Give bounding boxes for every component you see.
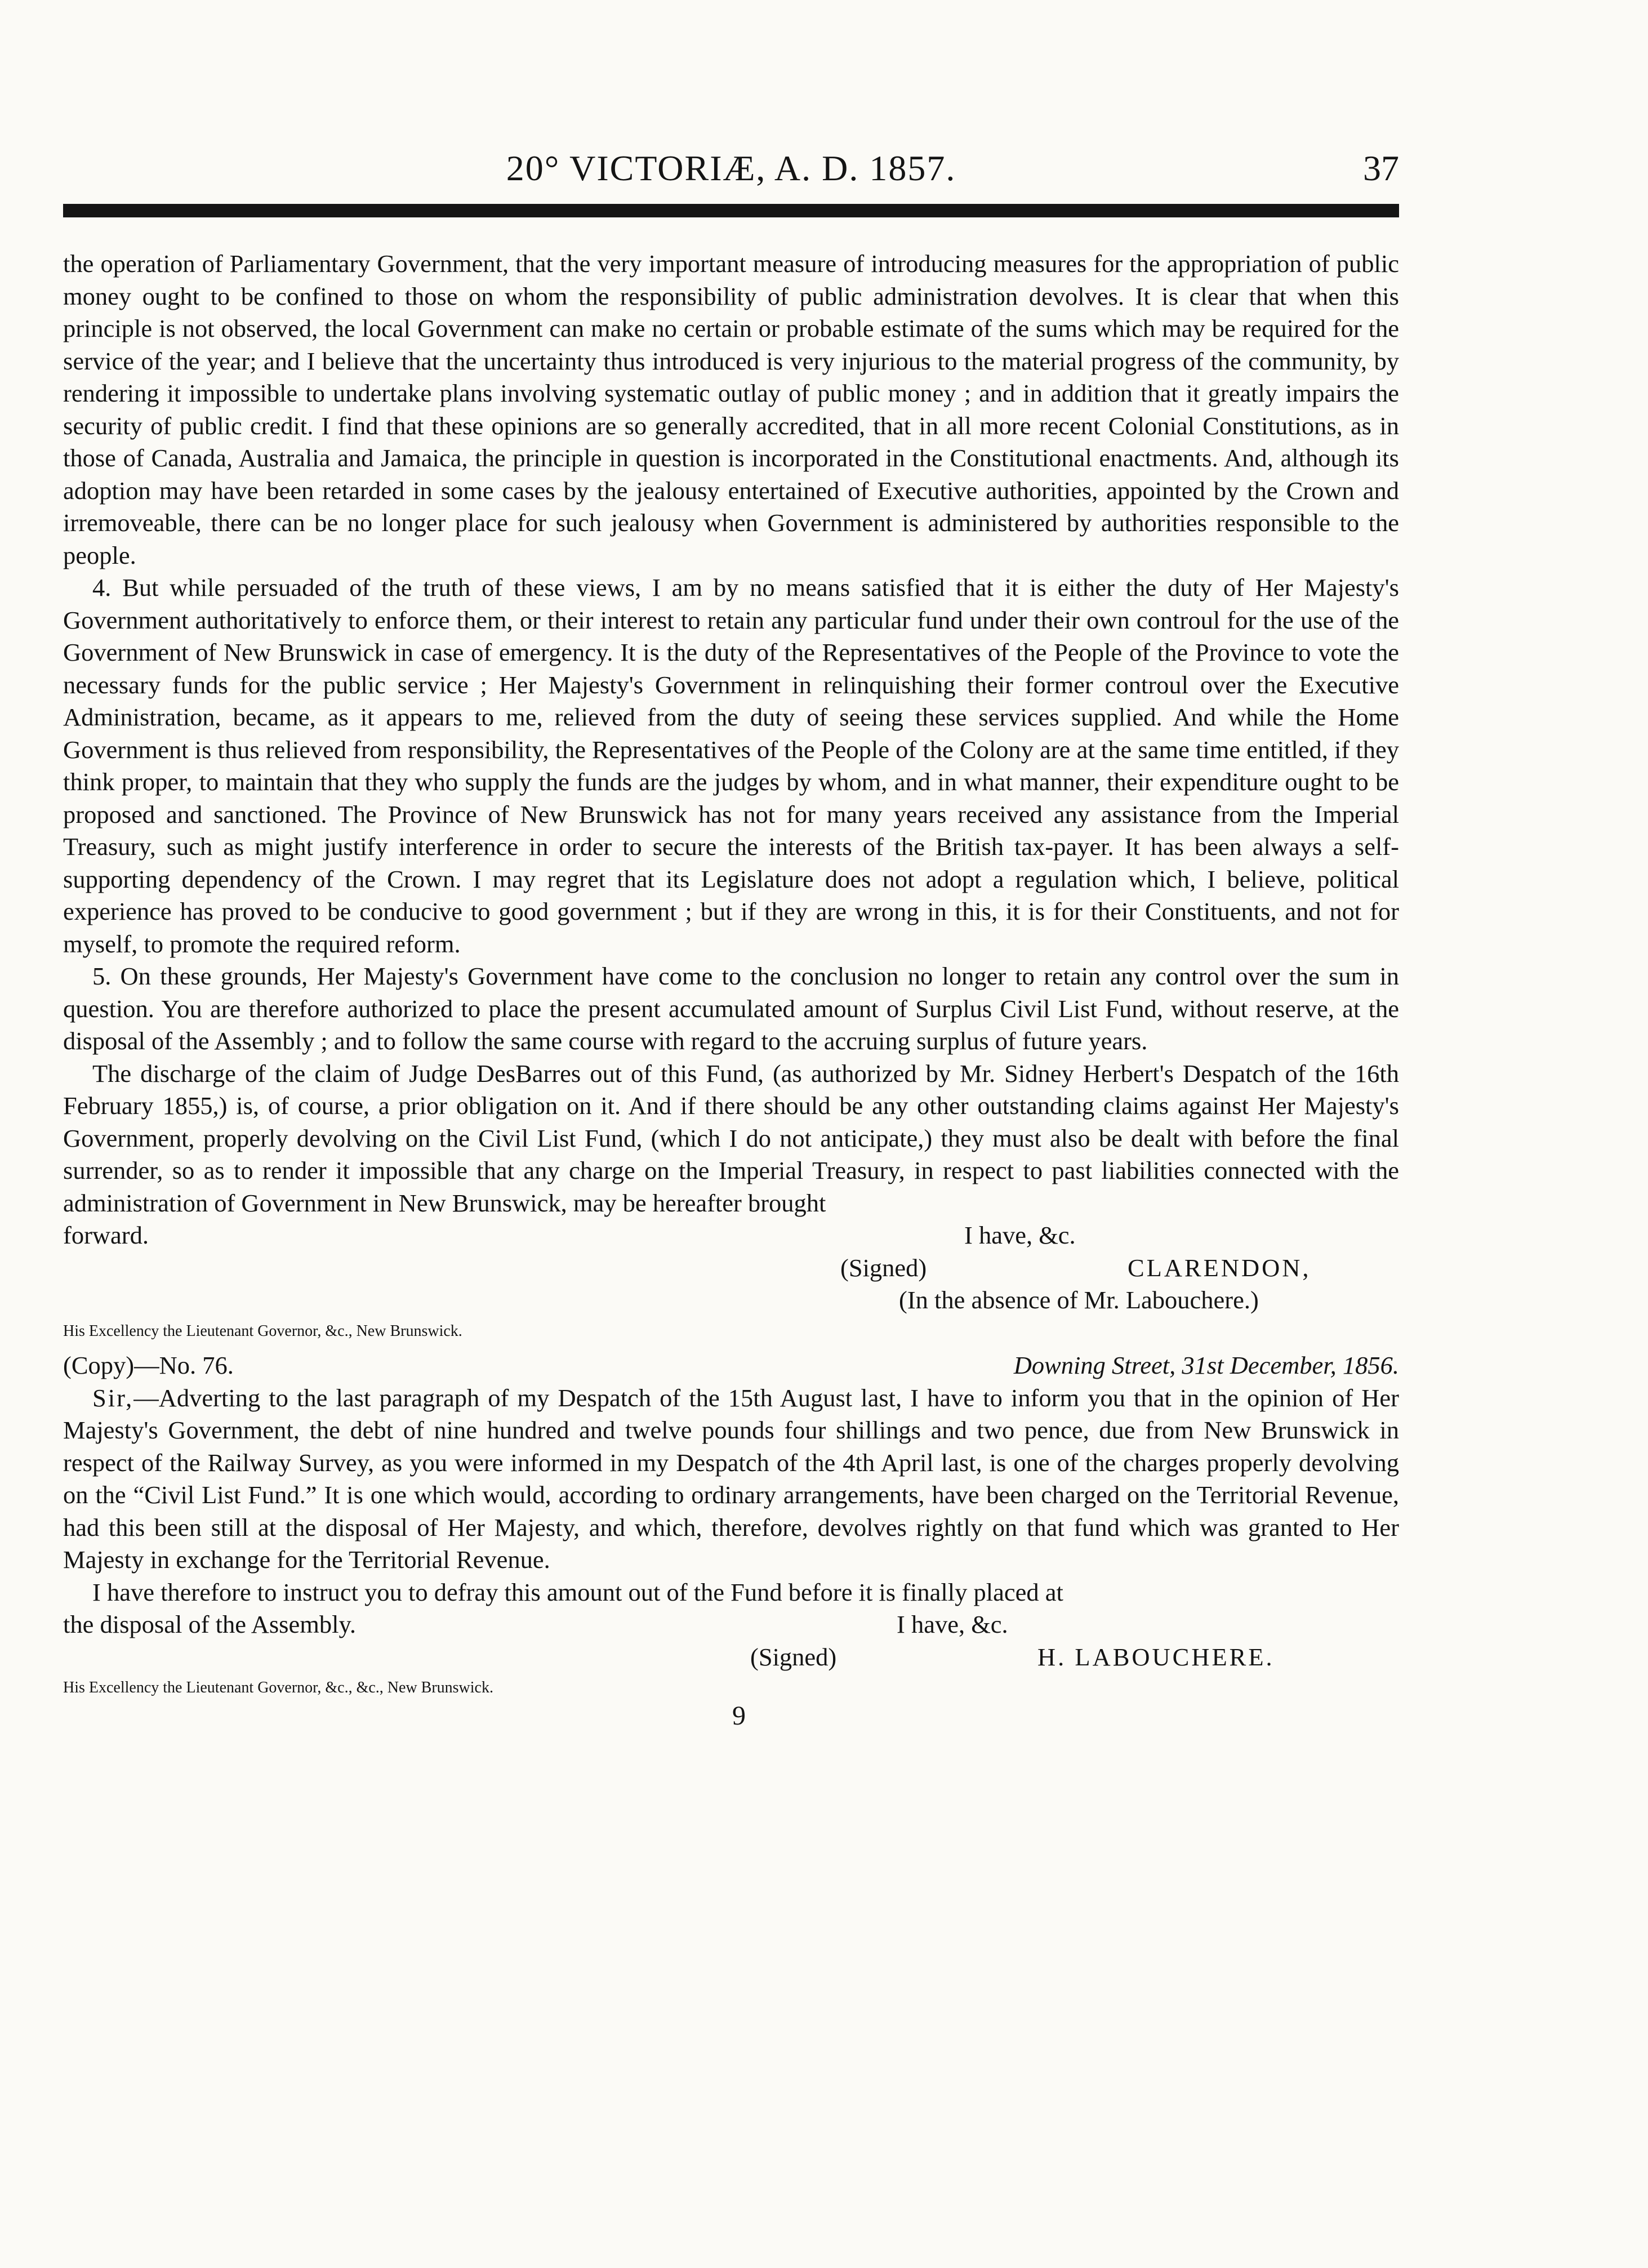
sheet-number: 9	[732, 1701, 746, 1731]
closing-line	[63, 1219, 1399, 1252]
signatory-note-line	[63, 1284, 1399, 1317]
closing-line	[63, 1608, 1399, 1641]
document-page	[63, 0, 1399, 2268]
signatory-name: H. LABOUCHERE.	[1037, 1642, 1275, 1671]
paragraph-text: —Adverting to the last paragraph of my Despatch of the 15th August last, I have to inform you that in the opinion of Her Majesty's Government, the debt of nine hundred and twelve pounds four shillings and two pence, due from New Brunswick in respect of the Railway Survey, as you were informed in my Despatch of the 4th April last, is one of the charges properly devolving on the “Civil List Fund.” It is one which would, according to ordinary arrangements, have been charged on the Territorial Revenue, had this been still at the disposal of Her Majesty, and which, therefore, devolves rightly on that fund which was granted to Her Majesty in exchange for the Territorial Revenue.	[63, 1383, 1399, 1574]
salutation: Sir,	[92, 1383, 134, 1412]
paragraph: The discharge of the claim of Judge DesBarres out of this Fund, (as authorized by Mr. Sidney Herbert's Despatch of the 16th February 1855,) is, of course, a prior obligation on it. And if there should be any other outstanding claims against Her Majesty's Government, properly devolving on the Civil List Fund, (which I do not anticipate,) they must also be dealt with before the final surrender, so as to render it impossible that any charge on the Imperial Treasury, in respect to past liabilities connected with the administration of Government in New Brunswick, may be hereafter brought	[63, 1059, 1399, 1217]
signed-label: (Signed)	[750, 1642, 837, 1671]
paragraph: the operation of Parliamentary Government, that the very important measure of introducing measures for the appropriation of public money ought to be confined to those on whom the responsibility of public administration devolves. It is clear that when this principle is not observed, the local Government can make no certain or probable estimate of the sums which may be required for the service of the year; and I believe that the uncertainty thus introduced is very injurious to the material progress of the community, by rendering it impossible to undertake plans involving systematic outlay of public money ; and in addition that it greatly impairs the security of public credit. I find that these opinions are so generally accredited, that in all more recent Colonial Constitutions, as in those of Canada, Australia and Jamaica, the principle in question is incorporated in the Constitutional enactments. And, although its adoption may have been retarded in some cases by the jealousy entertained of Executive authorities, appointed by the Crown and irremoveable, there can be no longer place for such jealousy when Government is administered by authorities responsible to the people.	[63, 249, 1399, 569]
paragraph: I have therefore to instruct you to defray this amount out of the Fund before it is finally placed at	[92, 1578, 1063, 1606]
signatory-name: CLARENDON,	[1128, 1253, 1311, 1282]
copy-label: (Copy)—No. 76.	[63, 1351, 234, 1379]
closing-word: the disposal of the Assembly.	[63, 1610, 356, 1638]
paragraph: 5. On these grounds, Her Majesty's Government have come to the conclusion no longer to retain any control over the sum in question. You are therefore authorized to place the present accumulated amount of Surplus Civil List Fund, without reserve, at the disposal of the Assembly ; and to follow the same course with regard to the accruing surplus of future years.	[63, 962, 1399, 1055]
signature-line	[63, 1252, 1399, 1285]
signed-label: (Signed)	[840, 1253, 927, 1282]
document-body	[63, 248, 1399, 1739]
page-header	[63, 148, 1399, 193]
header-rule	[63, 204, 1399, 217]
paragraph: 4. But while persuaded of the truth of these views, I am by no means satisfied that it is either the duty of Her Majesty's Government authoritatively to enforce them, or their interest to retain any particular fund under their own controul for the use of the Government of New Brunswick in case of emergency. It is the duty of the Representatives of the People of the Province to vote the necessary funds for the public service ; Her Majesty's Government in relinquishing their former controul over the Executive Administration, became, as it appears to me, relieved from the duty of seeing these services supplied. And while the Home Government is thus relieved from responsibility, the Representatives of the People of the Colony are at the same time entitled, if they think proper, to maintain that they who supply the funds are the judges by whom, and in what manner, their expenditure ought to be proposed and sanctioned. The Province of New Brunswick has not for many years received any assistance from the Imperial Treasury, such as might justify interference in order to secure the interests of the British tax-payer. It has been always a self-supporting dependency of the Crown. I may regret that its Legislature does not adopt a regulation which, I believe, political experience has proved to be conducive to good government ; but if they are wrong in this, it is for their Constituents, and not for myself, to promote the required reform.	[63, 573, 1399, 958]
paragraph	[63, 1382, 1399, 1576]
place-date: Downing Street, 31st December, 1856.	[1013, 1351, 1399, 1379]
signature-mark	[63, 1701, 1399, 1739]
page-number: 37	[1363, 148, 1399, 188]
addressee: His Excellency the Lieutenant Governor, &c., New Brunswick.	[63, 1322, 462, 1340]
closing-word: forward.	[63, 1221, 149, 1249]
running-title: 20° VICTORIÆ, A. D. 1857.	[506, 148, 956, 188]
closing-formula: I have, &c.	[897, 1610, 1008, 1638]
signatory-note: (In the absence of Mr. Labouchere.)	[899, 1286, 1259, 1314]
addressee: His Excellency the Lieutenant Governor, &c., &c., New Brunswick.	[63, 1679, 493, 1696]
copy-heading	[63, 1348, 1399, 1382]
closing-formula: I have, &c.	[964, 1221, 1076, 1249]
signature-line	[63, 1641, 1399, 1674]
